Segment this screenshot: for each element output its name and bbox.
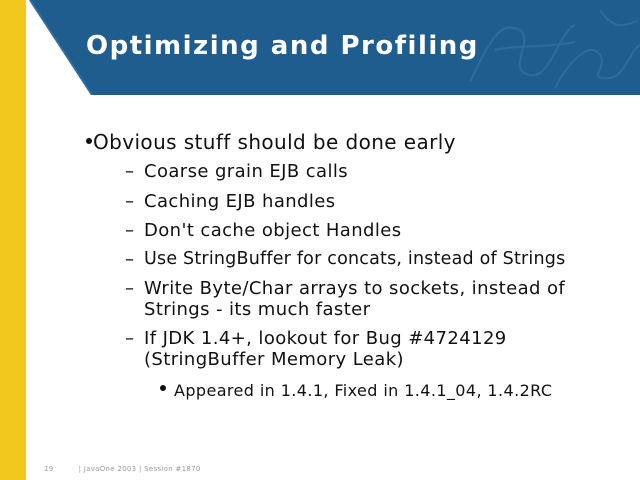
sub-bullet: Coarse grain EJB calls [144, 161, 349, 182]
footer-event: | JavaOne 2003 | Session #1870 [78, 465, 201, 473]
sub-bullet: If JDK 1.4+, lookout for Bug #4724129 [144, 328, 507, 349]
sub-bullet: Caching EJB handles [144, 191, 336, 212]
sub-bullet-continuation: (StringBuffer Memory Leak) [144, 349, 404, 370]
sub-bullet-continuation: Strings - its much faster [144, 299, 371, 320]
slide-title: Optimizing and Profiling [86, 31, 479, 61]
dash-icon: – [125, 191, 134, 212]
dash-icon: – [125, 161, 134, 182]
bullet-level3: Appeared in 1.4.1, Fixed in 1.4.1_04, 1.4.2RC [174, 381, 553, 400]
dash-icon: – [125, 328, 134, 349]
dash-icon: – [125, 278, 134, 299]
page-number: 19 [44, 465, 54, 473]
sub-bullet: Use StringBuffer for concats, instead of Strings [144, 249, 566, 269]
sub-bullet: Write Byte/Char arrays to sockets, instead of [144, 278, 566, 299]
bullet-level1: Obvious stuff should be done early [93, 130, 456, 154]
sub-bullet: Don't cache object Handles [144, 220, 402, 241]
slide-footer [44, 465, 201, 473]
bullet-dot-icon [86, 138, 92, 144]
dash-icon: – [125, 249, 134, 270]
dash-icon: – [125, 220, 134, 241]
bullet-dot-icon [160, 385, 166, 391]
